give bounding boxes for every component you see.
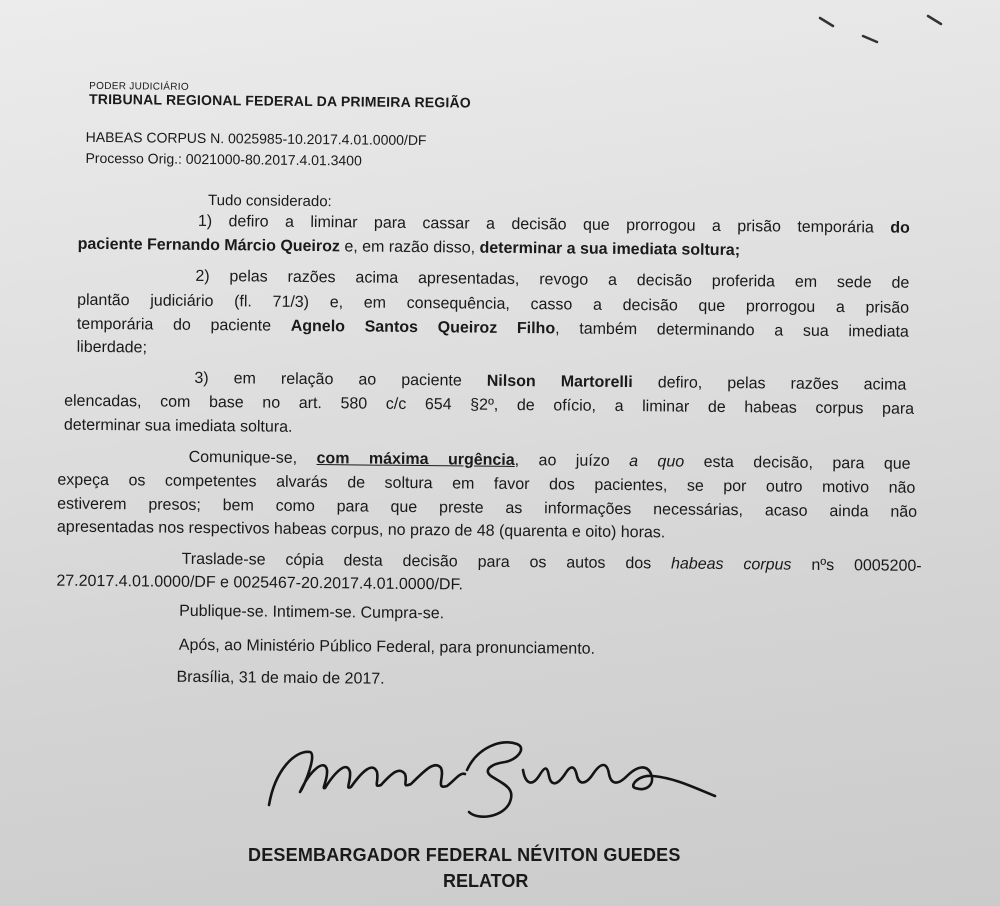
- signer-name: DESEMBARGADOR FEDERAL NÉVITON GUEDES: [248, 845, 681, 865]
- signature-stroke-3: [523, 765, 715, 796]
- item-3-text: 3) em relação ao paciente: [194, 369, 487, 390]
- date-line: Brasília, 31 de maio de 2017.: [176, 668, 385, 688]
- communicate-text: Comunique-se,: [188, 448, 317, 468]
- communicate-text-3: esta decisão, para que: [684, 453, 911, 473]
- patient-fernando: paciente Fernando Márcio Queiroz: [77, 235, 341, 256]
- pen-marks: [815, 10, 955, 45]
- release-order-1: determinar a sua imediata soltura;: [479, 239, 741, 260]
- item-2-line-2: plantão judiciário (fl. 71/3) e, em consequência, casso a decisão que prorrogou a prisão: [77, 291, 910, 317]
- patient-agnelo: Agnelo Santos Queiroz Filho: [290, 317, 556, 338]
- pen-mark-1: [820, 18, 833, 26]
- item-1-do: do: [890, 219, 910, 237]
- item-3-tail: defiro, pelas razões acima: [632, 374, 907, 394]
- patient-nilson: Nilson Martorelli: [486, 372, 633, 392]
- transfer-numbers: nºs 0005200-: [791, 556, 922, 575]
- transfer-text: Traslade-se cópia desta decisão para os autos dos: [181, 550, 672, 573]
- item-2-text: temporária do paciente: [76, 315, 291, 335]
- pen-mark-3: [928, 16, 941, 24]
- communicate-line-2: expeça os competentes alvarás de soltura em favor dos pacientes, se por outro motivo não: [57, 471, 916, 497]
- item-2-tail: , também determinando a sua imediata: [555, 320, 909, 341]
- a-quo-phrase: a quo: [629, 453, 685, 471]
- item-3-line-2: elencadas, com base no art. 580 c/c 654 §2º, de ofício, a liminar de habeas corpus para: [64, 392, 915, 418]
- ministry-referral: Após, ao Ministério Público Federal, para pronunciamento.: [178, 636, 596, 658]
- item-1-text: 1) defiro a liminar para cassar a decisão que prorrogou a prisão temporária: [197, 212, 874, 237]
- item-2-line-1: 2) pelas razões acima apresentadas, revogo a decisão proferida em sede de: [195, 267, 910, 292]
- communicate-line-3: estiverem presos; bem como para que preste as informações necessárias, acaso ainda não: [57, 495, 918, 521]
- original-process-number: Processo Orig.: 0021000-80.2017.4.01.3400: [85, 149, 362, 169]
- transfer-line-2: 27.2017.4.01.0000/DF e 0025467-20.2017.4.01.0000/DF.: [56, 572, 464, 594]
- signature-stroke-1: [269, 752, 465, 805]
- handwritten-signature: [255, 730, 725, 825]
- item-3-line-3: determinar sua imediata soltura.: [63, 416, 293, 436]
- habeas-corpus-number: HABEAS CORPUS N. 0025985-10.2017.4.01.0000/DF: [85, 128, 427, 149]
- publish-order: Publique-se. Intimem-se. Cumpra-se.: [179, 602, 445, 623]
- pen-mark-2: [863, 36, 877, 42]
- signer-role: RELATOR: [443, 871, 529, 891]
- signature-stroke-2: [467, 742, 521, 816]
- intro-text: Tudo considerado:: [208, 192, 332, 211]
- court-name: PODER JUDICIÁRIO: [89, 80, 190, 93]
- tribunal-name: TRIBUNAL REGIONAL FEDERAL DA PRIMEIRA REGIÃO: [88, 90, 472, 111]
- habeas-corpus-phrase: habeas corpus: [670, 555, 792, 574]
- communicate-line-4: apresentadas nos respectivos habeas corpus, no prazo de 48 (quarenta e oito) horas.: [56, 518, 666, 542]
- item-2-line-4: liberdade;: [76, 338, 148, 357]
- communicate-text-2: , ao juízo: [514, 451, 630, 471]
- urgency-phrase: com máxima urgência: [316, 450, 515, 469]
- item-1-connector: e, em razão disso,: [339, 238, 480, 257]
